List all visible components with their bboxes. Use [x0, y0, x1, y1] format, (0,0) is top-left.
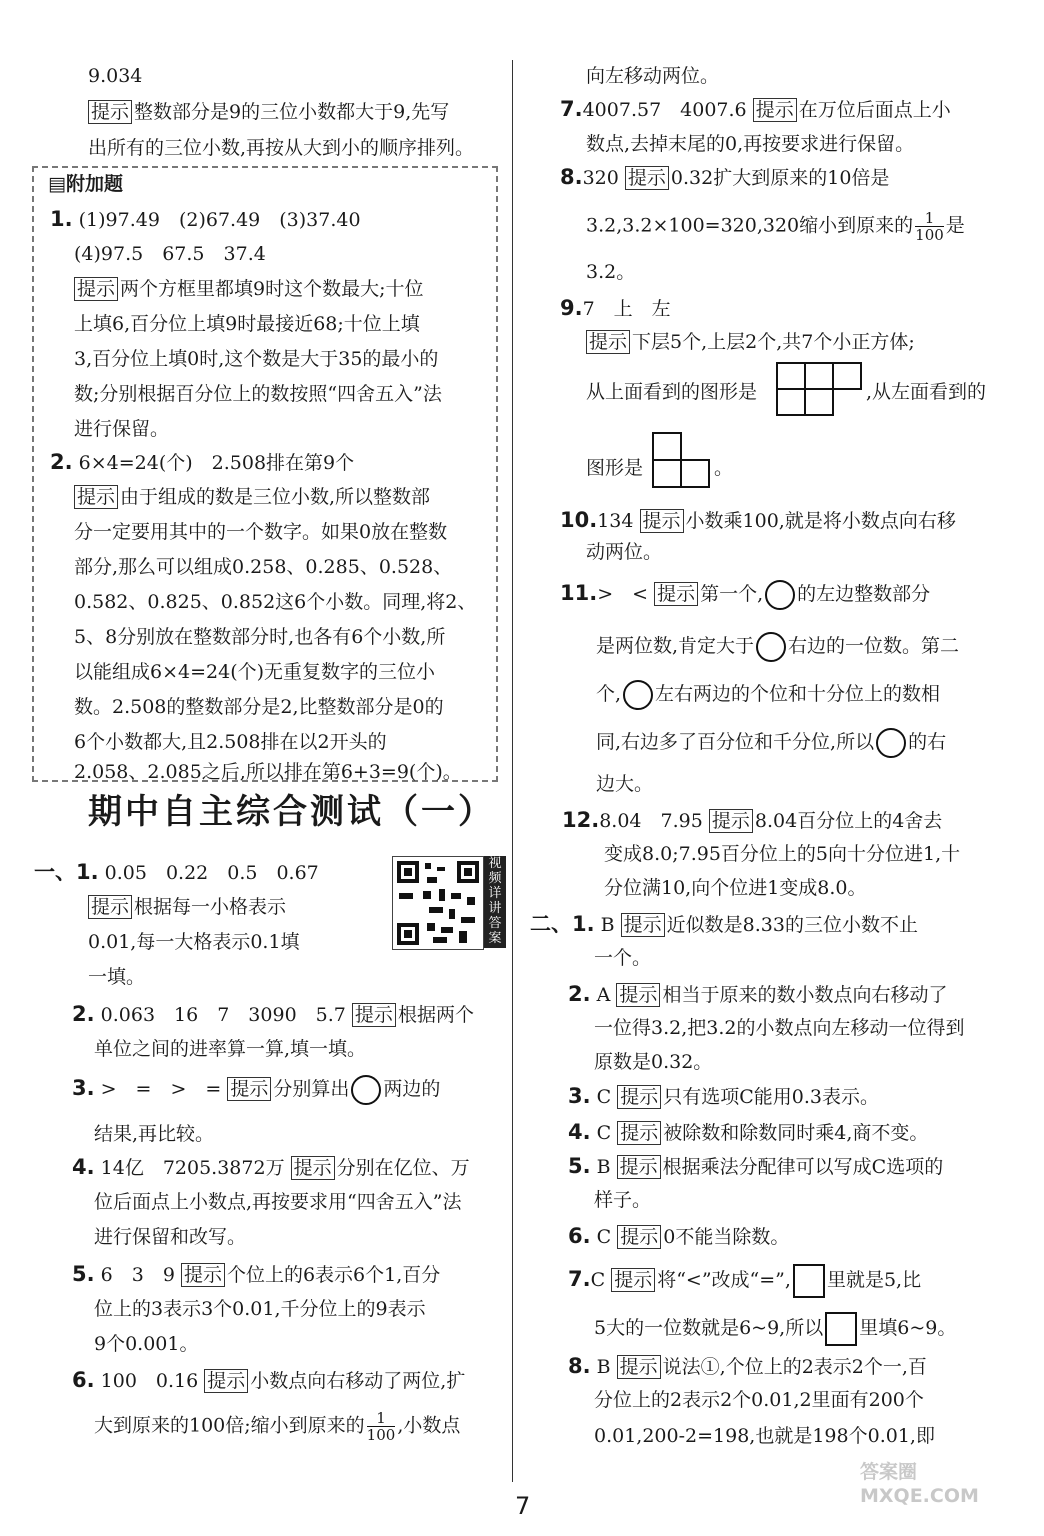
answer-line: 9.034 — [88, 65, 143, 87]
hint-line: 提示 整数部分是9的三位小数都大于9,先写 — [88, 100, 449, 124]
right-b8: 8. B 提示 说法①,个位上的2表示2个一,百 — [568, 1354, 927, 1378]
hint-line: 单位之间的进率算一算,填一填。 — [94, 1038, 367, 1060]
hint-line: 图形是 — [586, 457, 644, 479]
right-item-10: 10.134 提示 小数乘100,就是将小数点向右移 — [560, 508, 956, 532]
hint-line: 数。2.508的整数部分是2,比整数部分是0的 — [74, 696, 444, 718]
hint-line: 同,右边多了百分位和千分位,所以 的右 — [596, 728, 946, 758]
right-b6: 6. C 提示 0不能当除数。 — [568, 1224, 790, 1248]
hint-line: 样子。 — [594, 1189, 652, 1211]
left-item-2: 2. 0.063 16 7 3090 5.7 提示 根据两个 — [72, 1002, 474, 1026]
hint-line: 边大。 — [596, 773, 654, 795]
circle-icon — [351, 1075, 381, 1105]
hint-line: 一个。 — [594, 947, 652, 969]
hint-line: 从上面看到的图形是 — [586, 381, 758, 403]
left-item-1: 一、1. 0.05 0.22 0.5 0.67 — [34, 860, 319, 884]
section-title: 期中自主综合测试（一） — [88, 792, 495, 832]
hint-line: 5大的一位数就是6~9,所以 里填6~9。 — [594, 1312, 956, 1346]
hint-line: 2.058、2.085之后,所以排在第6+3=9(个)。 — [74, 761, 462, 783]
left-item-6: 6. 100 0.16 提示 小数点向右移动了两位,扩 — [72, 1368, 466, 1392]
hint-line: 9个0.001。 — [94, 1333, 199, 1355]
right-item-11: 11.> < 提示 第一个, 的左边整数部分 — [560, 580, 930, 610]
right-b1: 二、1. B 提示 近似数是8.33的三位小数不止 — [530, 912, 918, 936]
circle-icon — [876, 728, 906, 758]
right-b2: 2. A 提示 相当于原来的数小数点向右移动了 — [568, 982, 948, 1006]
left-item-5: 5. 6 3 9 提示 个位上的6表示6个1,百分 — [72, 1262, 441, 1286]
hint-line: 上填6,百分位上填9时最接近68;十位上填 — [74, 313, 420, 335]
circle-icon — [765, 580, 795, 610]
right-item-8: 8.320 提示 0.32扩大到原来的10倍是 — [560, 165, 890, 189]
hint-line: 部分,那么可以组成0.258、0.285、0.528、 — [74, 556, 453, 578]
circle-icon — [623, 680, 653, 710]
hint-line: 6个小数都大,且2.508排在以2开头的 — [74, 731, 387, 753]
watermark: 答案圈 MXQE.COM — [860, 1461, 979, 1507]
hint-line: 一位得3.2,把3.2的小数点向左移动一位得到 — [594, 1017, 965, 1039]
hint-line: 数点,去掉末尾的0,再按要求进行保留。 — [586, 133, 915, 155]
hint-line: 数;分别根据百分位上的数按照“四舍五入”法 — [74, 383, 442, 405]
hint-line: 动两位。 — [586, 541, 663, 563]
hint-line: 提示 根据每一小格表示 — [88, 895, 286, 919]
right-item-9: 9.7 上 左 — [560, 296, 671, 320]
hint-line: 大到原来的100倍;缩小到原来的 $\frac{1}{100}$ ,小数点 — [94, 1409, 461, 1444]
answer-line: (4)97.5 67.5 37.4 — [74, 243, 266, 265]
right-b3: 3. C 提示 只有选项C能用0.3表示。 — [568, 1084, 880, 1108]
hint-line: 5、8分别放在整数部分时,也各有6个小数,所 — [74, 626, 446, 648]
hint-line: 进行保留和改写。 — [94, 1226, 247, 1248]
hint-line: 结果,再比较。 — [94, 1123, 215, 1145]
left-item-4: 4. 14亿 7205.3872万 提示 分别在亿位、万 — [72, 1155, 470, 1179]
hint-line: 提示 由于组成的数是三位小数,所以整数部 — [74, 485, 430, 509]
hint-line: 以能组成6×4=24(个)无重复数字的三位小 — [74, 661, 436, 683]
hint-line: 原数是0.32。 — [594, 1051, 713, 1073]
hint-line: 提示 下层5个,上层2个,共7个小正方体; — [586, 330, 915, 354]
hint-line: 3,百分位上填0时,这个数是大于35的最小的 — [74, 348, 439, 370]
hint-line: 位上的3表示3个0.01,千分位上的9表示 — [94, 1298, 426, 1320]
hint-line: 位后面点上小数点,再按要求用“四舍五入”法 — [94, 1191, 462, 1213]
bonus-q1: 1. (1)97.49 (2)67.49 (3)37.40 — [50, 207, 361, 231]
fraction: $\frac{1}{100}$ — [366, 1409, 396, 1444]
hint-line: 。 — [714, 457, 734, 479]
left-item-3: 3. > = > = 提示 分别算出 两边的 — [72, 1075, 440, 1105]
blank-box-icon — [793, 1264, 825, 1298]
hint-line: 出所有的三位小数,再按从大到小的顺序排列。 — [88, 137, 475, 159]
hint-line: 0.01,每一大格表示0.1填 — [88, 931, 300, 953]
fraction: $\frac{1}{100}$ — [915, 209, 944, 244]
hint-line: 是两位数,肯定大于 右边的一位数。第二 — [596, 632, 959, 662]
continued-line: 向左移动两位。 — [586, 65, 720, 87]
column-divider — [512, 60, 513, 1482]
hint-line: 分一定要用其中的一个数字。如果0放在整数 — [74, 521, 448, 543]
hint-line: 分位满10,向个位进1变成8.0。 — [604, 877, 867, 899]
hint-line: ,从左面看到的 — [866, 381, 987, 403]
hint-line: 3.2。 — [586, 261, 636, 283]
hint-line: 3.2,3.2×100=320,320缩小到原来的 $\frac{1}{100}$ 是 — [586, 209, 965, 244]
hint-line: 变成8.0;7.95百分位上的5向十分位进1,十 — [604, 843, 961, 865]
qr-code-icon[interactable] — [392, 856, 484, 950]
left-view-figure-icon — [652, 432, 714, 490]
blank-box-icon — [825, 1312, 857, 1346]
circle-icon — [756, 632, 786, 662]
hint-line: 提示 两个方框里都填9时这个数最大;十位 — [74, 277, 424, 301]
right-b5: 5. B 提示 根据乘法分配律可以写成C选项的 — [568, 1154, 944, 1178]
hint-line: 个, 左右两边的个位和十分位上的数相 — [596, 680, 940, 710]
hint-line: 一填。 — [88, 966, 146, 988]
top-view-figure-icon — [776, 362, 864, 418]
hint-tag: 提示 — [88, 100, 132, 124]
page-number: 7 — [515, 1492, 531, 1520]
hint-line: 分位上的2表示2个0.01,2里面有200个 — [594, 1389, 924, 1411]
right-b4: 4. C 提示 被除数和除数同时乘4,商不变。 — [568, 1120, 929, 1144]
bonus-title: ▤附加题 — [48, 173, 123, 195]
hint-line: 0.01,200-2=198,也就是198个0.01,即 — [594, 1425, 935, 1447]
qr-label: 视频详讲答案 — [484, 856, 506, 948]
right-b7: 7.C 提示 将“<”改成“=”, 里就是5,比 — [568, 1264, 921, 1298]
hint-line: 进行保留。 — [74, 418, 170, 440]
hint-line: 0.582、0.825、0.852这6个小数。同理,将2、 — [74, 591, 477, 613]
right-item-12: 12.8.04 7.95 提示 8.04百分位上的4舍去 — [562, 808, 943, 832]
right-item-7: 7.4007.57 4007.6 提示 在万位后面点上小 — [560, 97, 951, 121]
bonus-q2: 2. 6×4=24(个) 2.508排在第9个 — [50, 450, 355, 474]
